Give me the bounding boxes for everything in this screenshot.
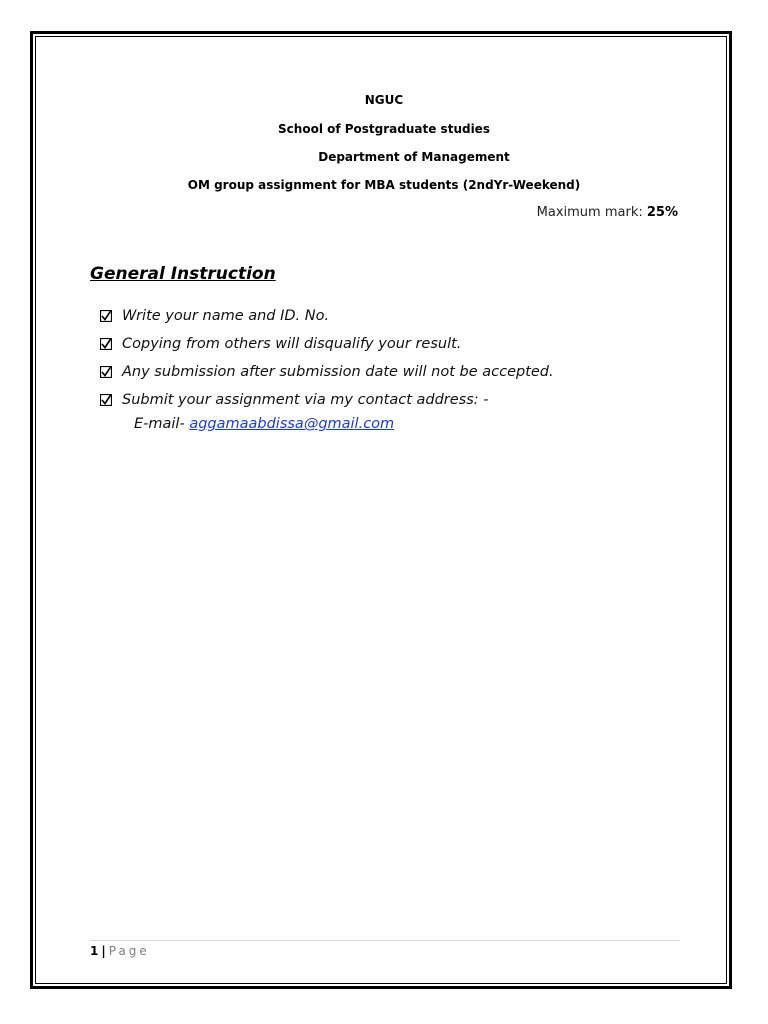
footer-divider bbox=[90, 940, 680, 941]
school-name: School of Postgraduate studies bbox=[278, 122, 490, 136]
checkbox-checked-icon bbox=[100, 310, 112, 322]
checkbox-checked-icon bbox=[100, 394, 112, 406]
instruction-text: Any submission after submission date will not be accepted. bbox=[122, 364, 554, 380]
maximum-mark-label: Maximum mark: bbox=[536, 205, 643, 220]
institution-name: NGUC bbox=[364, 93, 404, 107]
page-number: 1 bbox=[90, 944, 99, 958]
instruction-item bbox=[100, 302, 554, 330]
instruction-text: Copying from others will disqualify your result. bbox=[122, 336, 462, 352]
department-name: Department of Management bbox=[318, 150, 510, 164]
footer-separator: | bbox=[101, 944, 106, 958]
maximum-mark-value: 25% bbox=[646, 205, 678, 220]
instruction-item bbox=[100, 330, 554, 358]
instruction-item bbox=[100, 358, 554, 386]
instruction-text: Submit your assignment via my contact address: - bbox=[122, 392, 489, 408]
instruction-text: Write your name and ID. No. bbox=[122, 308, 330, 324]
email-link[interactable]: aggamaabdissa@gmail.com bbox=[189, 416, 395, 432]
assignment-title: OM group assignment for MBA students (2ndYr-Weekend) bbox=[187, 178, 581, 192]
instructions-heading: General Instruction bbox=[90, 264, 276, 284]
email-line bbox=[134, 416, 394, 432]
page-label: Page bbox=[108, 944, 150, 958]
checkbox-checked-icon bbox=[100, 366, 112, 378]
page-footer bbox=[90, 944, 150, 958]
instruction-item bbox=[100, 386, 554, 414]
maximum-mark bbox=[537, 205, 678, 220]
checkbox-checked-icon bbox=[100, 338, 112, 350]
instruction-list bbox=[100, 302, 554, 414]
email-label: E-mail- bbox=[134, 416, 185, 432]
